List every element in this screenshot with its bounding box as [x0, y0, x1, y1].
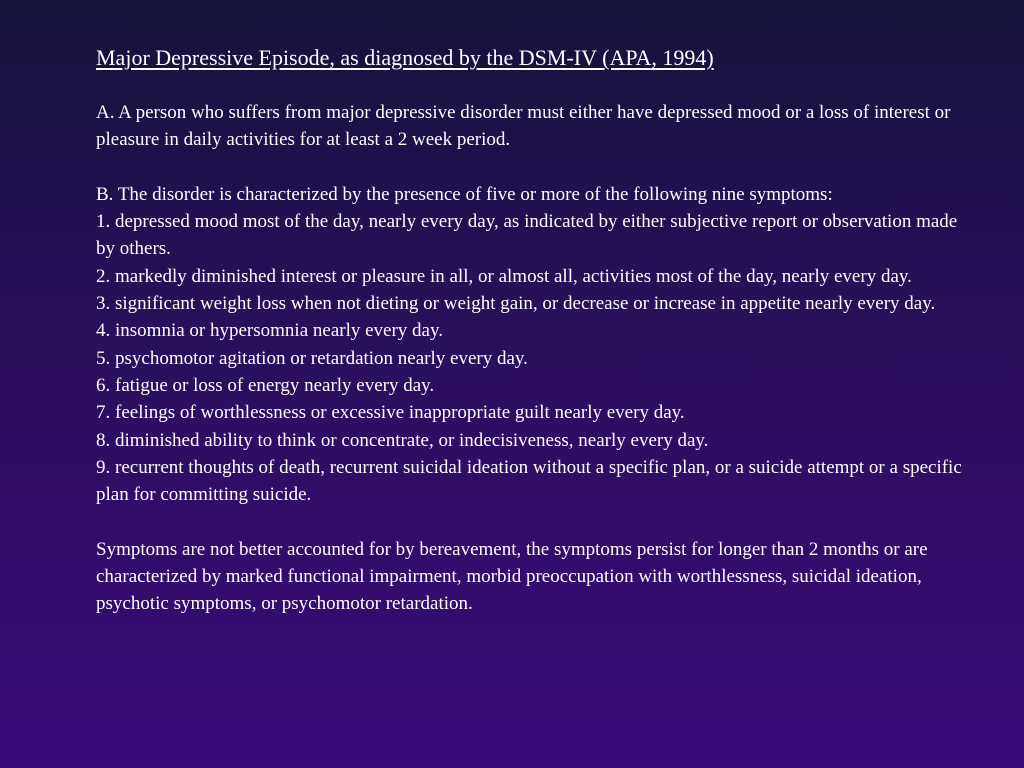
spacer — [96, 154, 966, 181]
slide-title: Major Depressive Episode, as diagnosed by the DSM-IV (APA, 1994) — [96, 45, 714, 70]
slide-content — [96, 43, 966, 618]
symptom-item: 8. diminished ability to think or concentrate, or indecisiveness, nearly every day. — [96, 429, 709, 451]
symptom-item: 4. insomnia or hypersomnia nearly every day. — [96, 320, 444, 342]
symptom-item: 3. significant weight loss when not dieting or weight gain, or decrease or increase in appetite nearly every day. — [96, 293, 936, 315]
criterion-b-intro: B. The disorder is characterized by the presence of five or more of the following nine symptoms: — [96, 183, 833, 205]
symptom-item: 9. recurrent thoughts of death, recurrent suicidal ideation without a specific plan, or a suicide attempt or a specific plan for committing suicide. — [96, 456, 962, 506]
symptom-item: 6. fatigue or loss of energy nearly every day. — [96, 374, 435, 396]
criterion-a: A. A person who suffers from major depressive disorder must either have depressed mood or a loss of interest or pleasure in daily activities for at least a 2 week period. — [96, 102, 951, 151]
closing-note: Symptoms are not better accounted for by bereavement, the symptoms persist for longer than 2 months or are characterized by marked functional impairment, morbid preoccupation with worthlessness, suicidal ideation, psychotic symptoms, or psychomotor retardation. — [96, 538, 928, 615]
symptom-item: 2. markedly diminished interest or pleasure in all, or almost all, activities most of the day, nearly every day. — [96, 265, 912, 287]
symptom-item: 5. psychomotor agitation or retardation nearly every day. — [96, 347, 528, 369]
spacer — [96, 508, 966, 535]
symptom-item: 7. feelings of worthlessness or excessive inappropriate guilt nearly every day. — [96, 402, 685, 424]
symptom-item: 1. depressed mood most of the day, nearly every day, as indicated by either subjective report or observation made by others. — [96, 211, 958, 260]
